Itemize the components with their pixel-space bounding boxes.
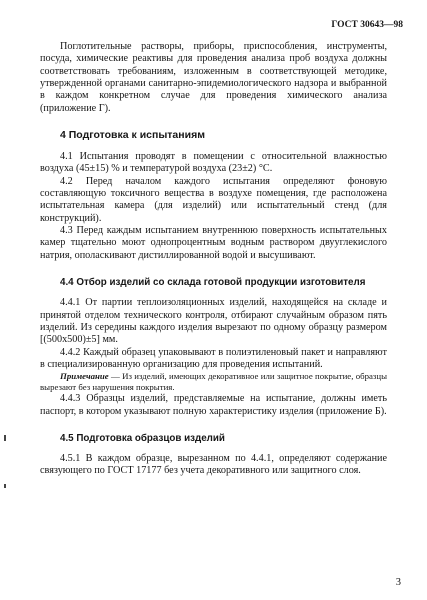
paragraph-4-4-3: 4.4.3 Образцы изделий, представляемые на испытание, должны иметь паспорт, в котором указывают полную характеристику изделия (приложение Б).	[40, 393, 387, 417]
subsection-heading: 4.4 Отбор изделий со склада готовой продукции изготовителя	[60, 277, 366, 289]
paragraph-4-5-1: 4.5.1 В каждом образце, вырезанном по 4.4.1, определяют содержание связующего по ГОСТ 17177 без учета декоративного или защитного слоя.	[40, 452, 387, 477]
intro-paragraph: Поглотительные растворы, приборы, приспособления, инструменты, посуда, химические реактивы для проведения анализа проб воздуха должны соответствовать требованиям, изложенным в соответствующей методике, утвержденной органами санитарно-эпидемиологического надзора и выбранной в каждом конкретном случае для проведения химического анализа (приложение Г).	[40, 41, 387, 114]
scan-mark	[4, 484, 6, 488]
paragraph-4-1: 4.1 Испытания проводят в помещении с относительной влажностью воздуха (45±15) % и температурой воздуха (23±2) °С.	[40, 151, 387, 175]
scan-mark	[4, 435, 6, 441]
subsection-heading: 4.5 Подготовка образцов изделий	[60, 432, 225, 444]
section-heading: 4 Подготовка к испытаниям	[60, 129, 205, 142]
page-number: 3	[395, 577, 401, 588]
paragraph-4-4-1: 4.4.1 От партии теплоизоляционных изделий, находящейся на складе и принятой отделом технического контроля, отбирают случайным образом пять изделий. Из середины каждого изделия вырезают по одному образцу размером [(500х500)±5] мм.	[40, 297, 387, 346]
note-label: Примечание	[60, 371, 109, 382]
paragraph-4-3: 4.3 Перед каждым испытанием внутреннюю поверхность испытательных камер тщательно моют однопроцентным водным раствором двууглекислого натрия, ополаскивают дистиллированной водой и высушивают.	[40, 225, 387, 261]
paragraph-4-4-2: 4.4.2 Каждый образец упаковывают в полиэтиленовый пакет и направляют в специализированную организацию для проведения испытаний.	[40, 346, 387, 370]
document-header: ГОСТ 30643—98	[331, 20, 403, 30]
note-text: — Из изделий, имеющих декоративное или защитное покрытие, образцы вырезают без нарушения покрытия.	[40, 371, 387, 393]
note	[40, 371, 387, 393]
document-body	[40, 41, 387, 478]
paragraph-4-2: 4.2 Перед началом каждого испытания определяют фоновую составляющую токсичного вещества в воздухе помещения, где расположена испытательная камера (для изделий) или испытательный стенд (для конструкций).	[40, 175, 387, 224]
